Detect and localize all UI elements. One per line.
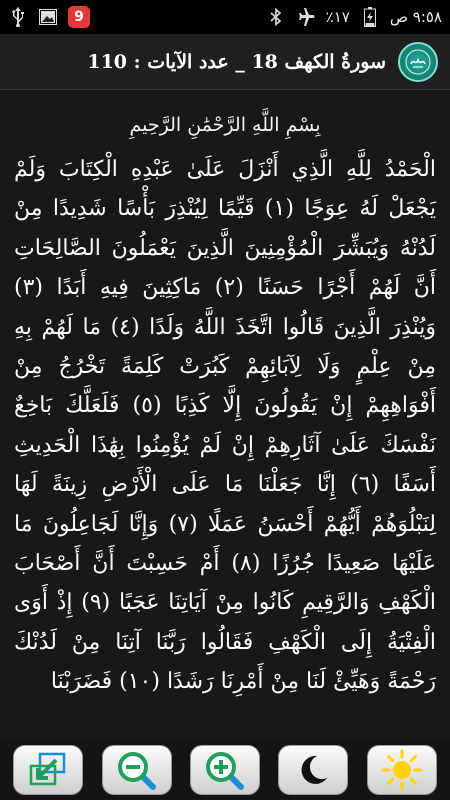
verse-text: فَضَرَبْنَا [50,669,113,695]
verses-block [14,150,436,702]
go-to-verse-button[interactable] [13,745,83,795]
verse-text: وَيُنْذِرَ الَّذِينَ قَالُوا اتَّخَذَ اللَّهُ وَلَدًا [149,314,436,340]
verse-text: أَمْ حَسِبْتَ أَنَّ أَصْحَابَ الْكَهْفِ وَالرَّقِيمِ كَانُوا مِنْ آيَاتِنَا عَجَبًا [14,551,437,616]
verse-number: (٩) [81,590,111,616]
verse-text: وَإِنَّا لَجَاعِلُونَ مَا عَلَيْهَا صَعِيدًا جُرُزًا [14,511,436,577]
zoom-in-icon [203,749,247,791]
status-notifications [8,6,90,28]
bluetooth-icon [266,7,286,27]
verse-number: (٣) [14,275,44,301]
verse-number: (٥) [132,393,162,419]
surah-title: سورةُ الكهف 18 _ عدد الآيات : 110 [87,50,386,73]
usb-icon [8,7,28,27]
image-icon [38,7,58,27]
airplane-icon [296,7,316,27]
day-mode-button[interactable] [367,745,437,795]
verse-number: (١٠) [119,669,160,695]
zoom-out-icon [115,749,159,791]
moon-icon [293,750,333,790]
night-mode-button[interactable] [278,745,348,795]
status-system [266,7,442,27]
zoom-in-button[interactable] [190,745,260,795]
quran-text-area[interactable] [0,90,450,740]
verse-number: (٨) [231,551,261,577]
basmala: بِسْمِ اللَّهِ الرَّحْمَٰنِ الرَّحِيمِ [129,114,321,136]
app-logo-icon[interactable] [398,42,438,82]
verse-number: (٢) [214,275,244,301]
zoom-out-button[interactable] [102,745,172,795]
verse-text: الْحَمْدُ لِلَّهِ الَّذِي أَنْزَلَ عَلَىٰ عَبْدِهِ الْكِتَابَ وَلَمْ يَجْعَلْ لَهُ عِوَجًا [14,157,436,222]
sun-icon [380,748,424,792]
verse-number: (٧) [168,511,198,537]
verse-text: مَا لَهُمْ بِهِ مِنْ عِلْمٍ وَلَا لِآبَائِهِمْ كَبُرَتْ كَلِمَةً تَخْرُجُ مِنْ أَفْوَاهِهِمْ إِنْ يَقُولُونَ إِلَّا كَذِبًا [14,314,436,419]
verse-text: فَلَعَلَّكَ بَاخِعٌ نَفْسَكَ عَلَىٰ آثَارِهِمْ إِنْ لَمْ يُؤْمِنُوا بِهَٰذَا الْحَدِيثِ أَسَفًا [14,393,436,498]
notification-badge-icon: 9 [68,6,90,28]
go-to-arrow-icon [26,750,70,790]
verse-text: إِنَّا جَعَلْنَا مَا عَلَى الْأَرْضِ زِينَةً لَهَا لِنَبْلُوَهُمْ أَيُّهُمْ أَحْسَنُ عَمَلًا [14,472,437,537]
battery-icon [360,7,380,27]
verse-text: مَاكِثِينَ فِيهِ أَبَدًا [56,275,202,301]
battery-percent: ١٧٪ [325,8,350,26]
verse-number: (٦) [350,472,380,498]
verse-text: إِذْ أَوَى الْفِتْيَةُ إِلَى الْكَهْفِ فَقَالُوا رَبَّنَا آتِنَا مِنْ لَدُنْكَ رَحْمَةً وَهَيِّئْ لَنَا مِنْ أَمْرِنَا رَشَدًا [14,590,436,695]
clock: ٩:٥٨ ص [389,8,442,26]
verse-number: (٤) [110,314,140,340]
status-bar [0,0,450,34]
surah-header [0,34,450,90]
verse-text: قَيِّمًا لِيُنْذِرَ بَأْسًا شَدِيدًا مِنْ لَدُنْهُ وَيُبَشِّرَ الْمُؤْمِنِينَ الَّذِينَ يَعْمَلُونَ الصَّالِحَاتِ أَنَّ لَهُمْ أَجْرًا حَسَنًا [14,196,436,301]
verse-number: (١) [264,196,294,222]
bottom-toolbar [0,740,450,800]
